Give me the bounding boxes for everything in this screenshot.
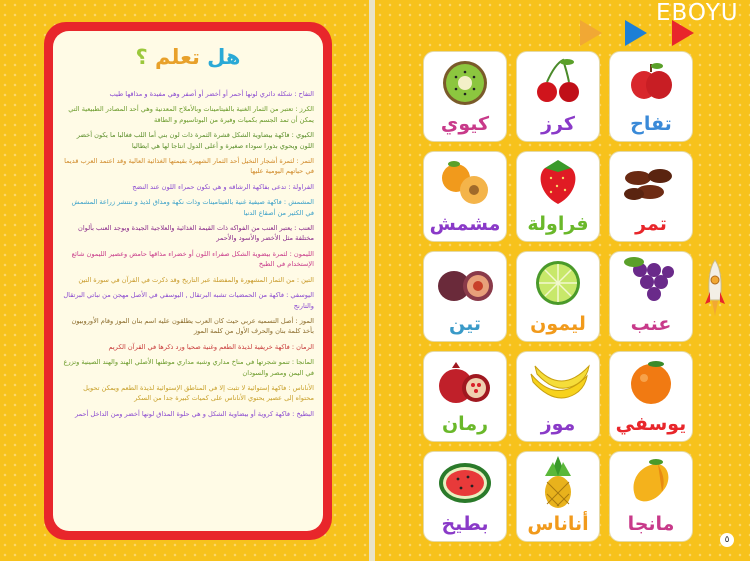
fig-icon [424, 252, 506, 310]
fact-item: المانجا : تنمو شجرتها في مناخ مداري وشبه مداري موطنها الأصلي الهند والهند الصينية وتزرع في اليمن ومصر والسودان [63, 358, 314, 377]
fruit-card[interactable] [516, 451, 600, 542]
fruit-label: عنب [630, 313, 672, 335]
cherry-icon [517, 52, 599, 110]
fact-item: الليمون : لثمرة بيضوية الشكل صفراء اللون أو خضراء مذاقها حامض وعصير الليمون شائع الإستخدام في الطبخ [71, 249, 314, 269]
fruit-label: مانجا [627, 513, 675, 535]
fact-item: التين : من الثمار المشهورة والمفضلة عبر التاريخ وقد ذكرت في القرآن في سورة التين [78, 275, 314, 284]
fact-item: الفراولة : تدعى بفاكهة الرشاقه و هي تكون حمراء اللون عند النضج [132, 182, 314, 191]
fact-item: الكيوي : فاكهة بيضاوية الشكل قشرة الثمرة ذات لون بني أما اللب فغالبا ما يكون أخضر اللون ويحوي بذورا سوداء صغيرة و أعلى الدول انتاجا لها هي ايطاليا [76, 131, 314, 150]
fruit-card[interactable] [609, 451, 693, 542]
date-icon [610, 152, 692, 210]
title-word-2: تعلم [155, 45, 200, 69]
lemon-icon [517, 252, 599, 310]
title-word-1: هل [207, 45, 241, 69]
rocket-icon[interactable] [704, 258, 726, 320]
fruit-card[interactable] [423, 51, 507, 142]
fruit-label: رمان [441, 413, 489, 435]
title-question-mark: ؟ [135, 45, 148, 69]
fruit-label: أناناس [527, 513, 589, 535]
fruit-label: فراولة [527, 213, 589, 235]
right-page-number: ٥ [720, 533, 734, 547]
card-title [53, 45, 323, 69]
fruit-card[interactable] [609, 51, 693, 142]
banana-icon [517, 352, 599, 410]
fact-item: الموز : أصل التسميه عربي حيث كان العرب يطلقون عليه اسم بنان الموز وقام الأوروبيون بأخذ كلمة بنان والحرف الأول من كلمة الموز [71, 316, 314, 336]
did-you-know-panel [53, 31, 323, 531]
fruit-label: تفاح [630, 113, 672, 135]
fact-item: البطيخ : فاكهة كروية أو بيضاوية الشكل و هي حلوة المذاق لونها أخضر ومن الداخل أحمر [74, 409, 314, 418]
brand-watermark: EBOYU [656, 0, 739, 26]
watermelon-icon [424, 452, 506, 510]
apricot-icon [424, 152, 506, 210]
fruit-card[interactable] [516, 151, 600, 242]
left-page [0, 0, 369, 561]
menu-button[interactable] [625, 20, 647, 46]
page-navigation [575, 14, 705, 46]
fruit-card[interactable] [516, 251, 600, 342]
fact-item: العنب : يعتبر العنب من الفواكه ذات القيمة الغذائية والعلاجية الجيدة ويوجد العنب بألوان مختلفة مثل الأخضر والأسود والأحمر [77, 224, 314, 243]
fruit-card[interactable] [609, 351, 693, 442]
next-page-button[interactable] [672, 20, 694, 46]
fruit-label: تمر [635, 213, 667, 235]
pomegranate-icon [424, 352, 506, 410]
fruit-card[interactable] [423, 251, 507, 342]
apple-icon [610, 52, 692, 110]
fruit-label: ليمون [530, 313, 586, 335]
fruit-label: بطيخ [441, 513, 489, 535]
mango-icon [610, 452, 692, 510]
fruit-label: مشمش [429, 213, 501, 235]
fact-item: المشمش : فاكهة صيفية غنية بالفيتامينات وذات نكهة ومذاق لذيذ و تنتشر زراعة المشمش في الكثير من أصقاع الدنيا [71, 198, 314, 217]
fact-item: الأناناس : فاكهة إستوائية لا تثبت إلا في المناطق الإستوائية لذيذة الطعم ويمكن تحويل محتواه إلى عصير يحتوي الأناناس على كميات كبيرة جدا من السكر [83, 383, 314, 403]
fruit-card[interactable] [516, 351, 600, 442]
fruit-card[interactable] [609, 151, 693, 242]
previous-page-button[interactable] [580, 20, 602, 46]
fruit-card[interactable] [423, 351, 507, 442]
fruit-card[interactable] [516, 51, 600, 142]
fact-item: اليوسفي : فاكهة من الحمضيات تشبه البرتقال , اليوسفي في الأصل مهجن من نباتي البرتقال والتارنج [63, 291, 314, 310]
fruit-card[interactable] [423, 451, 507, 542]
fruit-facts-list [63, 89, 314, 424]
fact-item: الكرز : تعتبر من الثمار الغنية بالفيتامينات وبالأملاح المعدنية وهي أحد المصادر الطبيعية التي يمكن أن تمد الجسم بكميات وفيرة من البوتاسيوم و الطاقة [68, 105, 314, 124]
grape-icon [610, 252, 692, 310]
fruit-label: موز [540, 413, 576, 435]
fruit-label: تين [449, 313, 481, 335]
fact-item: التفاح : شكله دائري لونها أحمر أو أخضر أو أصفر وهي مفيدة و مذاقها طيب [109, 90, 314, 98]
strawberry-icon [517, 152, 599, 210]
tangerine-icon [610, 352, 692, 410]
kiwi-icon [424, 52, 506, 110]
pineapple-icon [517, 452, 599, 510]
fruit-card[interactable] [423, 151, 507, 242]
fruit-label: كيوي [440, 113, 490, 135]
fact-item: التمر : لثمرة أشجار النخيل أحد الثمار الشهيرة بقيمتها الغذائية العالية وقد اعتمد العرب قديما في حياتهم اليومية عليها [64, 157, 314, 176]
fruit-label: كرز [541, 113, 575, 135]
fact-item: الرمان : فاكهة خريفية لذيذة الطعم وغنية صحيا ورد ذكرها في القرآن الكريم [108, 342, 314, 351]
fruit-card[interactable] [609, 251, 693, 342]
fruit-label: يوسفي [615, 413, 687, 435]
did-you-know-card [44, 22, 332, 540]
